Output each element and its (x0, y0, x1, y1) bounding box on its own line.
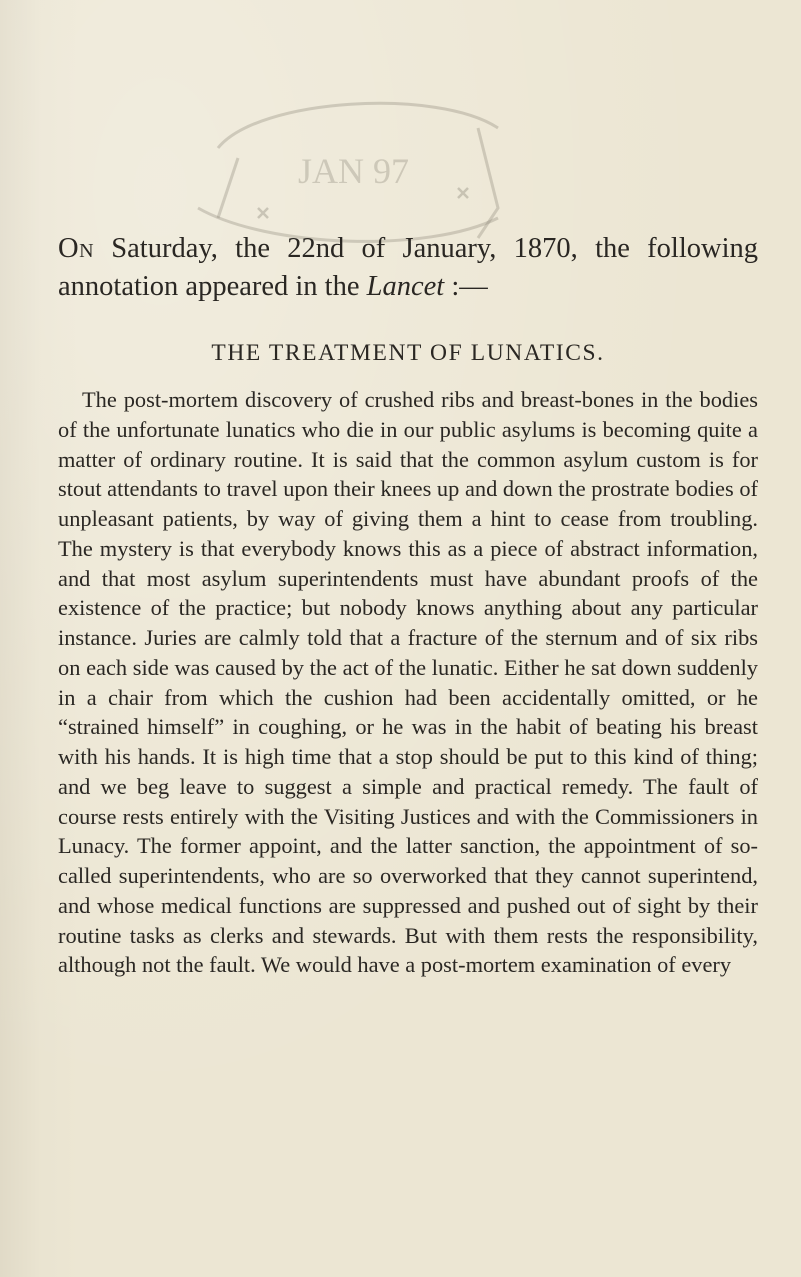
intro-paragraph (58, 230, 758, 306)
stamp-date-text: JAN 97 (298, 151, 410, 191)
publication-title: Lancet (366, 271, 445, 302)
article-body: The post-mortem discovery of crushed ribs and breast-bones in the bodies of the unfortunate lunatics who die in our public asylums is becoming quite a matter of ordinary routine. It is said that the common asylum custom is for stout attendants to travel upon their knees up and down the prostrate bodies of unpleasant patients, by way of giving them a hint to cease from troubling. The mystery is that everybody knows this as a piece of abstract information, and that most asylum superintendents must have abundant proofs of the existence of the practice; but nobody knows anything about any particular instance. Juries are calmly told that a fracture of the sternum and of six ribs on each side was caused by the act of the lunatic. Either he sat down suddenly in a chair from which the cushion had been accidentally omitted, or he “strained himself” in coughing, or he was in the habit of beating his breast with his hands. It is high time that a stop should be put to this kind of thing; and we beg leave to suggest a simple and practical remedy. The fault of course rests entirely with the Visiting Justices and with the Commissioners in Lunacy. The former appoint, and the latter sanction, the appointment of so-called superintendents, who are so overworked that they cannot superintend, and whose medical functions are suppressed and pushed out of sight by their routine tasks as clerks and stewards. But with them rests the responsibility, although not the fault. We would have a post-mortem examination of every (58, 387, 758, 978)
article (58, 230, 758, 980)
intro-text: Saturday, the 22nd of January, 1870, the following annotation appeared in the (58, 233, 758, 302)
intro-lead-word: On (58, 233, 95, 264)
intro-ending: :— (444, 271, 488, 302)
article-heading: THE TREATMENT OF LUNATICS. (211, 340, 605, 366)
